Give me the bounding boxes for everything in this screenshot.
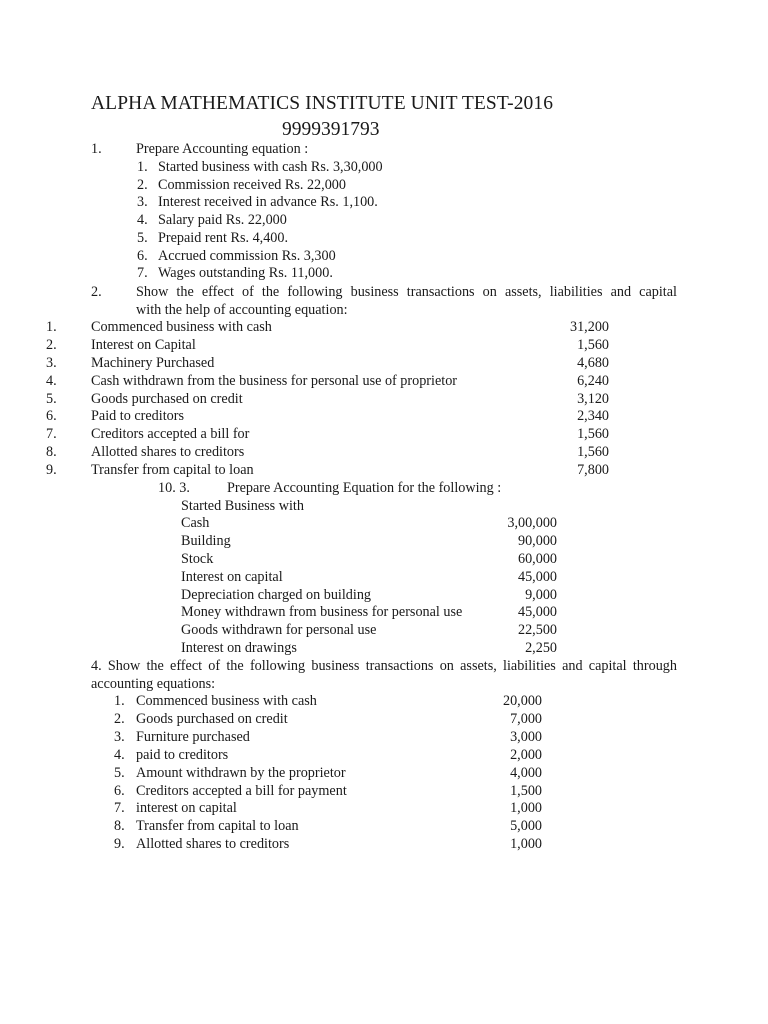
- q1-item-number: 3.: [137, 194, 148, 210]
- q2-item-text: Machinery Purchased: [91, 355, 215, 371]
- q3-item-text: Interest on drawings: [181, 640, 297, 656]
- q2-item-amount: 1,560: [577, 337, 609, 353]
- q1-item-number: 6.: [137, 248, 148, 264]
- q2-instruction-line2: with the help of accounting equation:: [136, 302, 348, 318]
- q3-intro: Started Business with: [181, 498, 304, 514]
- q3-item-amount: 45,000: [517, 604, 557, 620]
- q1-item-text: Wages outstanding Rs. 11,000.: [158, 265, 333, 281]
- q3-item-text: Depreciation charged on building: [181, 587, 372, 603]
- q3-item-text: Goods withdrawn for personal use: [181, 622, 377, 638]
- q4-item-number: 4.: [114, 747, 125, 763]
- q3-item-amount: 90,000: [517, 533, 557, 549]
- q4-item-text: Amount withdrawn by the proprietor: [136, 765, 346, 781]
- q3-item-amount: 45,000: [517, 569, 557, 585]
- q3-item-amount: 22,500: [517, 622, 557, 638]
- q2-item-number: 8.: [46, 444, 57, 460]
- q4-item-number: 1.: [114, 693, 125, 709]
- q2-item-text: Interest on Capital: [91, 337, 196, 353]
- q2-item-amount: 4,680: [577, 355, 609, 371]
- q4-instruction-line2: accounting equations:: [91, 676, 216, 692]
- document-title: ALPHA MATHEMATICS INSTITUTE UNIT TEST-2016: [91, 93, 554, 114]
- q2-item-amount: 3,120: [577, 391, 609, 407]
- q1-item-number: 5.: [137, 230, 148, 246]
- q1-item-number: 4.: [137, 212, 148, 228]
- q2-item-amount: 1,560: [577, 444, 609, 460]
- q2-item-text: Cash withdrawn from the business for personal use of proprietor: [91, 373, 458, 389]
- q4-item-amount: 2,000: [510, 747, 542, 763]
- q3-item-text: Stock: [181, 551, 214, 567]
- q4-item-text: paid to creditors: [136, 747, 229, 763]
- q2-item-number: 5.: [46, 391, 57, 407]
- q2-item-text: Creditors accepted a bill for: [91, 426, 250, 442]
- q1-item-text: Accrued commission Rs. 3,300: [158, 248, 336, 264]
- q4-item-amount: 5,000: [510, 818, 542, 834]
- q1-item-text: Salary paid Rs. 22,000: [158, 212, 287, 228]
- q2-item-amount: 6,240: [577, 373, 609, 389]
- q3-item-amount: 60,000: [517, 551, 557, 567]
- q2-item-amount: 7,800: [577, 462, 609, 478]
- q3-item-text: Building: [181, 533, 231, 549]
- q3-item-amount: 2,250: [525, 640, 557, 656]
- q4-item-number: 9.: [114, 836, 125, 852]
- q2-item-amount: 2,340: [577, 408, 609, 424]
- q1-title: Prepare Accounting equation :: [136, 141, 309, 157]
- q2-item-number: 6.: [46, 408, 57, 424]
- q2-instruction-line1: Show the effect of the following business transactions on assets, liabilities and capital: [136, 284, 677, 300]
- q1-item-number: 7.: [137, 265, 148, 281]
- q1-number: 1.: [91, 141, 102, 157]
- q4-item-text: Furniture purchased: [136, 729, 250, 745]
- q4-item-amount: 1,000: [510, 836, 542, 852]
- q4-item-amount: 1,000: [510, 800, 542, 816]
- q2-number: 2.: [91, 284, 102, 300]
- q1-item-number: 1.: [137, 159, 148, 175]
- q3-item-text: Cash: [181, 515, 210, 531]
- q4-item-number: 5.: [114, 765, 125, 781]
- q2-item-amount: 1,560: [577, 426, 609, 442]
- q2-item-number: 2.: [46, 337, 57, 353]
- q3-item-amount: 9,000: [525, 587, 557, 603]
- q4-item-amount: 1,500: [510, 783, 542, 799]
- q2-item-text: Transfer from capital to loan: [91, 462, 254, 478]
- q2-item-text: Allotted shares to creditors: [91, 444, 245, 460]
- q2-item-number: 7.: [46, 426, 57, 442]
- q4-item-text: interest on capital: [136, 800, 237, 816]
- q3-title: Prepare Accounting Equation for the following :: [227, 480, 502, 496]
- q4-instruction-line1: 4. Show the effect of the following business transactions on assets, liabilities and capital through: [91, 658, 677, 674]
- q1-item-number: 2.: [137, 177, 148, 193]
- q2-item-text: Goods purchased on credit: [91, 391, 243, 407]
- q2-item-number: 9.: [46, 462, 57, 478]
- q2-item-text: Commenced business with cash: [91, 319, 272, 335]
- q3-item-text: Interest on capital: [181, 569, 283, 585]
- q2-item-amount: 31,200: [569, 319, 609, 335]
- q2-item-number: 4.: [46, 373, 57, 389]
- q4-item-number: 8.: [114, 818, 125, 834]
- q4-item-text: Commenced business with cash: [136, 693, 317, 709]
- q4-item-number: 7.: [114, 800, 125, 816]
- q4-item-number: 6.: [114, 783, 125, 799]
- q1-item-text: Commission received Rs. 22,000: [158, 177, 346, 193]
- q2-item-number: 3.: [46, 355, 57, 371]
- q4-item-number: 3.: [114, 729, 125, 745]
- q1-item-text: Interest received in advance Rs. 1,100.: [158, 194, 378, 210]
- q2-item-number: 1.: [46, 319, 57, 335]
- q1-item-text: Prepaid rent Rs. 4,400.: [158, 230, 289, 246]
- q2-item-text: Paid to creditors: [91, 408, 184, 424]
- q4-item-amount: 4,000: [510, 765, 542, 781]
- q4-item-text: Allotted shares to creditors: [136, 836, 290, 852]
- q3-item-amount: 3,00,000: [507, 515, 557, 531]
- q4-item-amount: 20,000: [502, 693, 542, 709]
- q4-item-number: 2.: [114, 711, 125, 727]
- q4-item-amount: 7,000: [510, 711, 542, 727]
- q3-number: 10. 3.: [158, 480, 190, 496]
- phone-number: 9999391793: [282, 119, 380, 140]
- q4-item-text: Transfer from capital to loan: [136, 818, 299, 834]
- q4-item-text: Goods purchased on credit: [136, 711, 288, 727]
- q3-item-text: Money withdrawn from business for personal use: [181, 604, 463, 620]
- q1-item-text: Started business with cash Rs. 3,30,000: [158, 159, 383, 175]
- q4-item-amount: 3,000: [510, 729, 542, 745]
- q4-item-text: Creditors accepted a bill for payment: [136, 783, 347, 799]
